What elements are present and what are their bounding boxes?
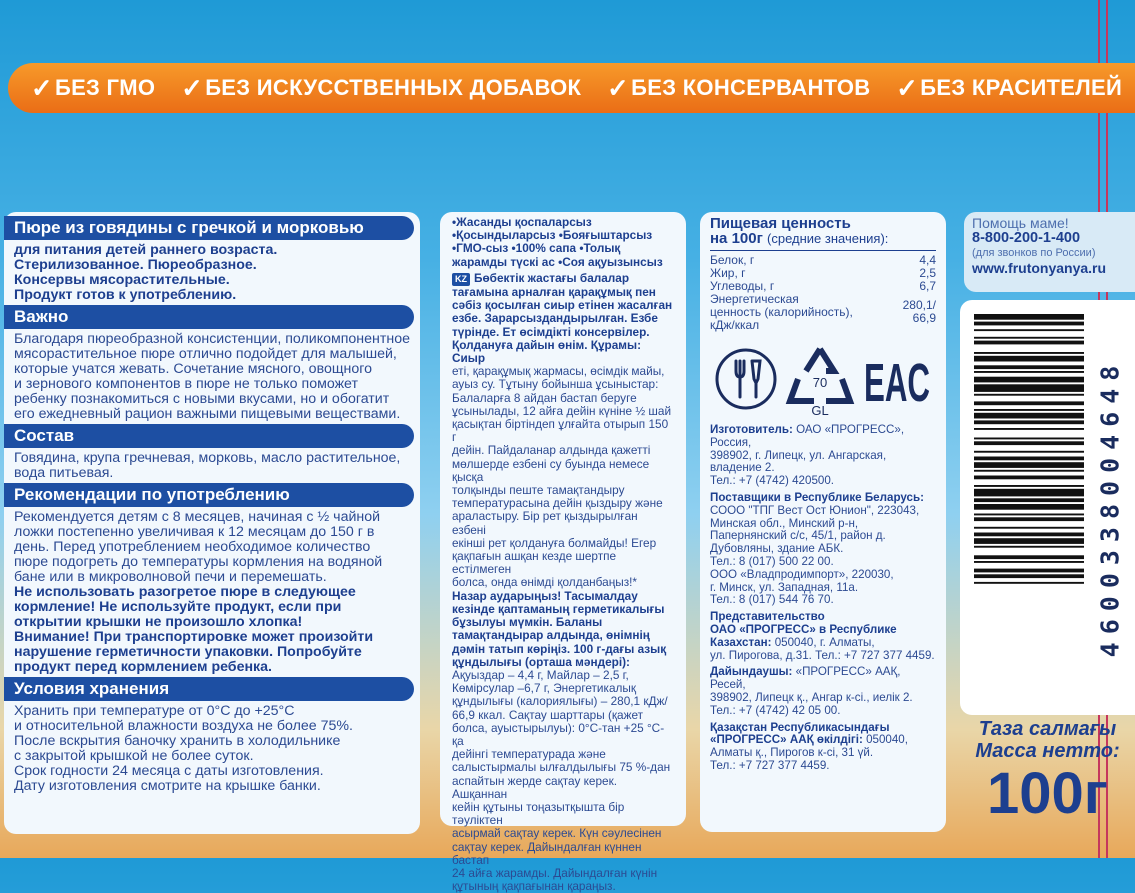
barcode-bar	[974, 489, 1084, 497]
help-hotline	[964, 212, 1135, 292]
barcode-bar	[974, 498, 1084, 502]
manufacturer-info: Изготовитель: ОАО «ПРОГРЕСС», Россия, 398902, г. Липецк, ул. Ангарская, владение 2. Тел.: +7 (4742) 420500. Поставщики в Республике Беларусь: СООО "ТПГ Вест Ост Юнион", 223043, Минская обл., Минский р-н, Папернянский с/с, 45/1, район д. Дубовляны, здание АБК. Тел.: 8 (017) 500 22 00. ООО «Владпродимпорт», 220030, г. Минск, ул. Западная, 11а. Тел.: 8 (017) 544 76 70. Представительство ОАО «ПРОГРЕСС» в Республике Казахстан: 050040, г. Алматы, ул. Пирогова, д.31. Тел.: +7 727 377 4459. Дайындаушы: «ПРОГРЕСС» ААҚ, Ресей, 398902, Липецк қ., Ангар к-сі., иелік 2. Тел.: +7 (4742) 42 05 00. Қазақстан Республикасындағы «ПРОГРЕСС» ААҚ өкілдігі: 050040, Алматы қ., Пирогов к-сі, 31 үй. Тел.: +7 727 377 4459.	[710, 423, 935, 772]
barcode-bar	[974, 413, 1084, 419]
nutrition-row-energy: Энергетическая ценность (калорийность), кДж/ккал 280,1/ 66,9	[710, 292, 936, 332]
svg-text:EAC: EAC	[864, 353, 930, 413]
check-icon: ✓	[30, 72, 53, 103]
nutrition-row-protein: Белок, г 4,4	[710, 253, 936, 267]
barcode-bar	[974, 504, 1084, 510]
important-text: Благодаря пюреобразной консистенции, поликомпонентное мясорастительное пюре отлично подойдет для малышей, которые учатся жевать. Сочетание мясного, овощного и зернового компонентов в пюре не только поможет ребенку познакомиться с новыми вкусами, но и обогатит его ежедневный рацион важными пищевыми веществами.	[14, 331, 410, 422]
barcode-bar	[974, 451, 1084, 453]
benefits-banner	[8, 63, 1135, 113]
barcode-bar	[974, 314, 1084, 320]
nutrition-manufacturer-panel	[700, 212, 946, 832]
food-safe-glass-icon	[714, 347, 778, 411]
benefit-no-colorants: ✓ БЕЗ КРАСИТЕЛЕЙ	[896, 72, 1123, 103]
barcode-bar	[974, 377, 1084, 383]
recommendations-header: Рекомендации по употреблению	[4, 483, 414, 507]
barcode-bar	[974, 533, 1084, 537]
barcode-bar	[974, 462, 1084, 468]
russian-info-panel	[4, 212, 420, 834]
storage-header: Условия хранения	[4, 677, 414, 701]
net-weight-value: 100г	[987, 761, 1108, 826]
barcode-bar	[974, 384, 1084, 392]
net-weight	[960, 718, 1135, 824]
net-weight-label-ru: Масса нетто:	[975, 740, 1120, 762]
check-icon: ✓	[607, 72, 630, 103]
important-header: Важно	[4, 305, 414, 329]
barcode-bar	[974, 409, 1084, 411]
kazakh-info-panel: •Жасанды қоспаларсыз •Қосындыларсыз •Бояғыштарсыз •ГМО-сыз •100% сапа •Толық жарамды түскі ас •Соя ақуызынсыз KZ Бөбектік жастағы балалар тағамына арналған қарақұмық пен сәбіз қосылған сиыр етінен жасалған езбе. Зарарсыздандырылған. Езбе түрінде. Ет өсімдікті консервілер. Қолдануға дайын өнім. Құрамы: Сиыр еті, қарақұмық жармасы, өсімдік майы, ауыз су. Тұтыну бойынша ұсыныстар: Балаларға 8 айдан бастап беруге ұсынылады, 12 айға дейін күніне ½ шай қасықтан біртіндеп ұлғайта отырып 150 г дейін. Пайдаланар алдында қажетті мөлшерде езбені су буында немесе қысқа толқынды пеште тамақтандыру температурасына дейін қыздыру және араластыру. Бір рет қыздырылған езбені екінші рет қолдануға болмайды! Егер қақпағын ашқан кезде шертпе естілмеген болса, онда өнімді қолданбаңыз!* Назар аударыңыз! Тасымалдау кезінде қаптаманың герметикалығы бұзылуы мүмкін. Баланы тамақтандырар алдында, өнімнің дәмін татып көріңіз. 100 г-дағы азық құндылығы (орташа мәндері): Ақуыздар – 4,4 г, Майлар – 2,5 г, Көмірсулар –6,7 г, Энергетикалық құндылығы (калориялығы) – 280,1 кДж/ 66,9 ккал. Сақтау шарттары (қажет болса, ауыстырылуы): 0°С-тан +25 °С-қа дейінгі температурада және салыстырмалы ылғалдылығы 75 %-дан аспайтын жерде сақтау керек. Ашқаннан кейін құтыны тоңазытқышта бір тәуліктен асырмай сақтау керек. Күн сәулесінен сақтау керек. Дайындалған күннен бастап 24 айға жарамды. Дайындалған күнін құтының қақпағынан қараңыз.	[440, 212, 686, 826]
eac-mark-icon	[862, 347, 932, 411]
recycle-label: GL	[811, 403, 829, 418]
barcode-bar	[974, 337, 1084, 339]
website-link[interactable]: www.frutonyanya.ru	[972, 260, 1107, 276]
composition-text: Говядина, крупа гречневая, морковь, масло растительное, вода питьевая.	[14, 450, 401, 481]
barcode-bar	[974, 441, 1084, 445]
benefit-no-preservatives: ✓ БЕЗ КОНСЕРВАНТОВ	[607, 72, 871, 103]
barcode-bar	[974, 365, 1084, 369]
barcode-bar	[974, 546, 1084, 548]
barcode-bar	[974, 394, 1084, 396]
barcode-bar	[974, 555, 1084, 559]
nutrition-row-carbs: Углеводы, г 6,7	[710, 279, 936, 293]
nutrition-subtitle: на 100г (средние значения):	[710, 230, 889, 247]
barcode-bar	[974, 322, 1084, 326]
nutrition-table	[710, 250, 936, 332]
recommendations-text: Рекомендуется детям с 8 месяцев, начиная с ½ чайной ложки постепенно увеличивая к 12 месяцам до 150 г в день. Перед употреблением необходимое количество пюре подогреть до температуры кормления на водяной бане или в микроволновой печи и перемешать. Не использовать разогретое пюре в следующее кормление! Не используйте продукт, если при открытии крышки не произошло хлопка! Внимание! При транспортировке может произойти нарушение герметичности упаковки. Попробуйте продукт перед кормлением ребенка.	[14, 509, 383, 675]
product-title: Пюре из говядины с гречкой и морковью	[4, 216, 414, 240]
barcode-bar	[974, 569, 1084, 573]
barcode-bar	[974, 517, 1084, 521]
nutrition-row-fat: Жир, г 2,5	[710, 266, 936, 280]
barcode-bar	[974, 401, 1084, 405]
barcode-bar	[974, 356, 1084, 362]
benefit-no-gmo: ✓ БЕЗ ГМО	[30, 72, 156, 103]
storage-text: Хранить при температуре от 0°С до +25°С и относительной влажности воздуха не более 75%. После вскрытия баночку хранить в холодильнике с закрытой крышкой не более суток. Срок годности 24 месяца с даты изготовления. Дату изготовления смотрите на крышке банки.	[14, 703, 353, 794]
barcode-bar	[974, 485, 1084, 487]
barcode-bar	[974, 527, 1084, 529]
barcode-bar	[974, 561, 1084, 563]
barcode-bar	[974, 341, 1084, 345]
barcode-bar	[974, 420, 1084, 424]
barcode-bar	[974, 476, 1084, 480]
barcode-bar	[974, 538, 1084, 544]
recycle-glass-icon	[782, 341, 858, 417]
kz-language-tag: KZ	[452, 273, 470, 286]
barcode-bar	[974, 582, 1084, 584]
barcode-bar	[974, 329, 1084, 331]
help-phone[interactable]: 8-800-200-1-400	[972, 230, 1081, 246]
barcode-bar	[974, 438, 1084, 440]
barcode-bar	[974, 574, 1084, 578]
barcode-bar	[974, 352, 1084, 354]
check-icon: ✓	[896, 72, 919, 103]
barcode-bar	[974, 428, 1084, 430]
barcode-bar	[974, 514, 1084, 516]
help-label: Помощь маме!	[972, 215, 1069, 231]
help-note: (для звонков по России)	[972, 247, 1096, 259]
certification-icons	[714, 344, 932, 418]
nutrition-title: Пищевая ценность	[710, 215, 851, 232]
barcode-bar	[974, 457, 1084, 461]
net-weight-label-kz: Таза салмағы	[978, 718, 1117, 740]
recycle-code: 70	[812, 375, 828, 390]
barcode-digits: 4600338004648	[1095, 357, 1125, 658]
barcode-bar	[974, 371, 1084, 373]
product-description: для питания детей раннего возраста. Стерилизованное. Пюреобразное. Консервы мясорастительные. Продукт готов к употреблению.	[14, 242, 278, 303]
composition-header: Состав	[4, 424, 414, 448]
barcode-bar	[974, 470, 1084, 472]
benefit-no-additives: ✓ БЕЗ ИСКУССТВЕННЫХ ДОБАВОК	[181, 72, 582, 103]
check-icon: ✓	[181, 72, 204, 103]
